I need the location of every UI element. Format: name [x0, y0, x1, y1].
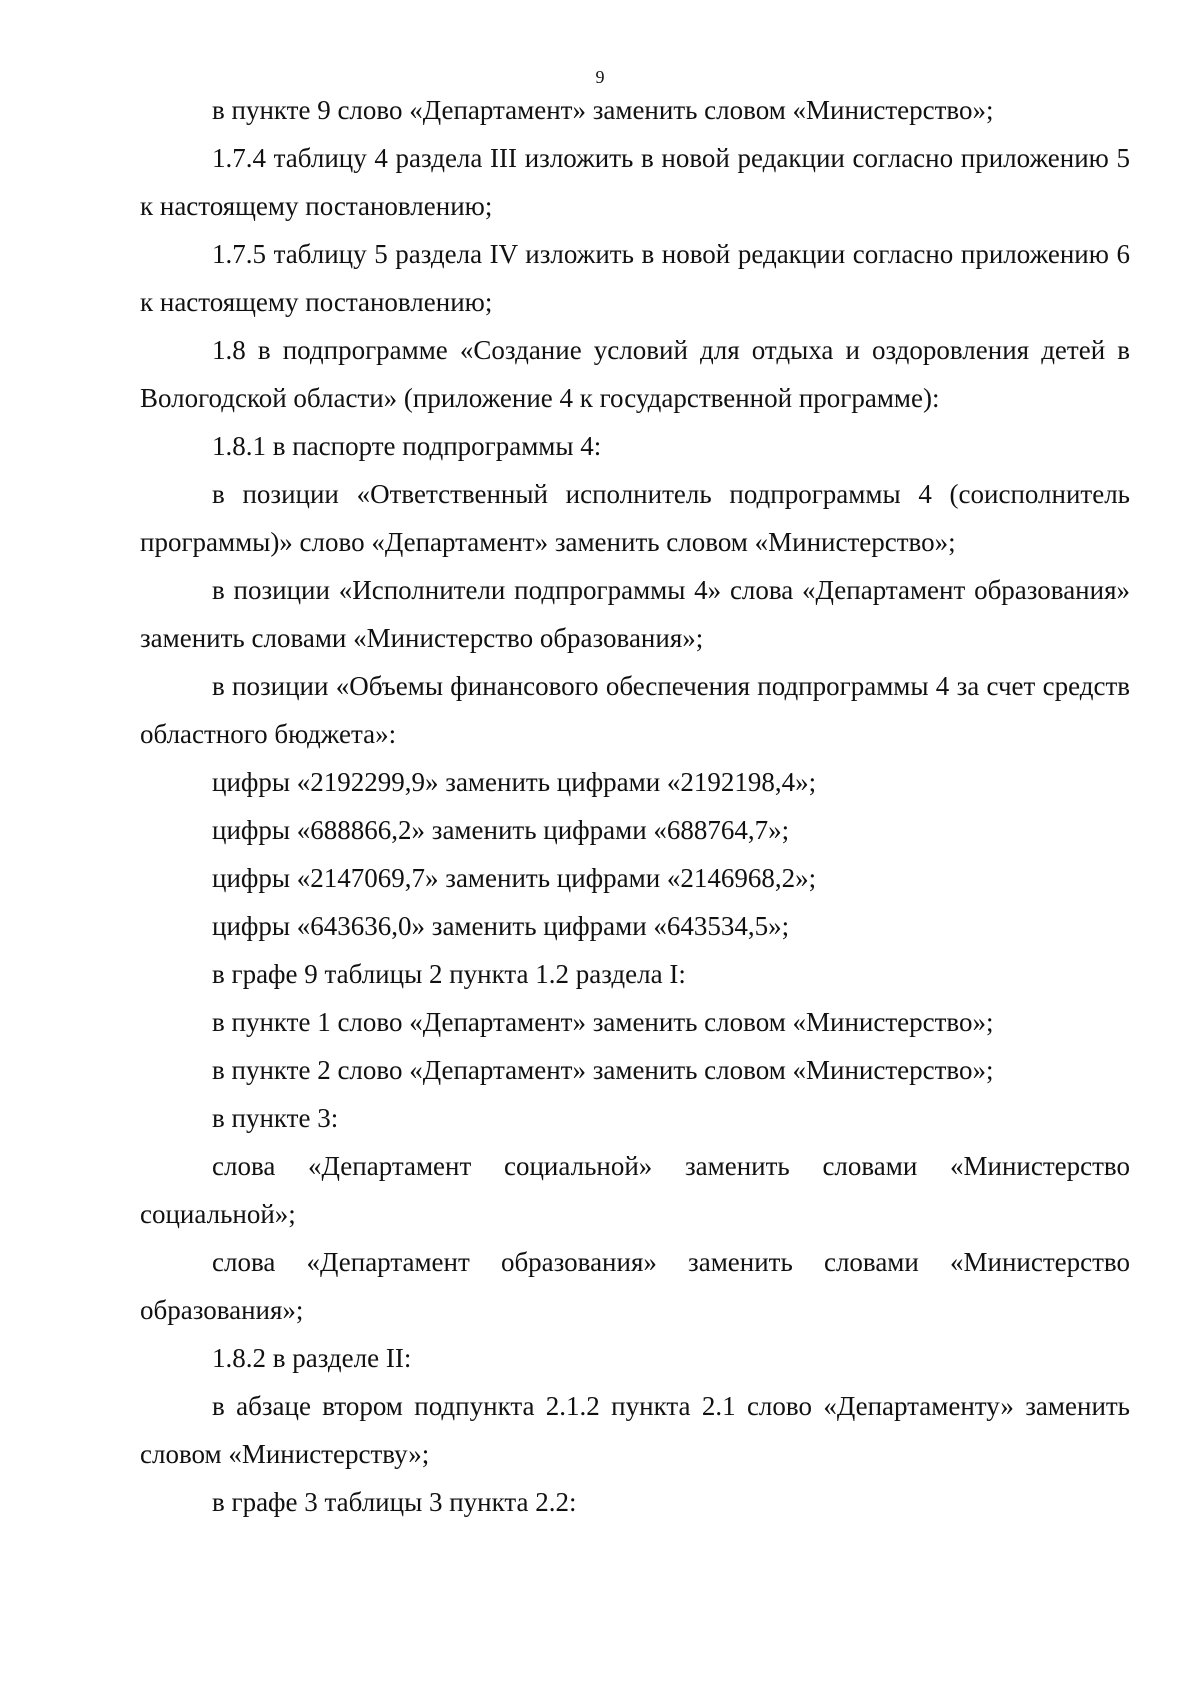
paragraph: в пункте 9 слово «Департамент» заменить словом «Министерство»; [212, 95, 994, 125]
paragraph: в графе 3 таблицы 3 пункта 2.2: [212, 1487, 577, 1517]
paragraph: 1.8 в подпрограмме «Создание условий для отдыха и оздоровления детей в Вологодской области» (приложение 4 к государственной программе): [140, 335, 1130, 413]
paragraph: в позиции «Ответственный исполнитель подпрограммы 4 (соисполнитель программы)» слово «Департамент» заменить словом «Министерство»; [140, 479, 1130, 557]
paragraph: 1.7.4 таблицу 4 раздела III изложить в новой редакции согласно приложению 5 к настоящему постановлению; [140, 143, 1130, 221]
paragraph: цифры «2147069,7» заменить цифрами «2146968,2»; [212, 863, 817, 893]
paragraph: в пункте 2 слово «Департамент» заменить словом «Министерство»; [212, 1055, 994, 1085]
paragraph: слова «Департамент социальной» заменить словами «Министерство социальной»; [140, 1151, 1130, 1229]
paragraph: в графе 9 таблицы 2 пункта 1.2 раздела I: [212, 959, 686, 989]
paragraph: цифры «2192299,9» заменить цифрами «2192198,4»; [212, 767, 817, 797]
paragraph: в абзаце втором подпункта 2.1.2 пункта 2.1 слово «Департаменту» заменить словом «Министерству»; [140, 1391, 1130, 1469]
paragraph: в пункте 1 слово «Департамент» заменить словом «Министерство»; [212, 1007, 994, 1037]
paragraph: 1.8.1 в паспорте подпрограммы 4: [212, 431, 602, 461]
paragraph: слова «Департамент образования» заменить словами «Министерство образования»; [140, 1247, 1130, 1325]
page-number: 9 [595, 67, 605, 87]
paragraph: цифры «643636,0» заменить цифрами «643534,5»; [212, 911, 790, 941]
paragraph: 1.7.5 таблицу 5 раздела IV изложить в новой редакции согласно приложению 6 к настоящему постановлению; [140, 239, 1130, 317]
paragraph: в позиции «Объемы финансового обеспечения подпрограммы 4 за счет средств областного бюджета»: [140, 671, 1130, 749]
paragraph: 1.8.2 в разделе II: [212, 1343, 412, 1373]
paragraph: в пункте 3: [212, 1103, 339, 1133]
document-body [140, 86, 1130, 1526]
paragraph: цифры «688866,2» заменить цифрами «688764,7»; [212, 815, 790, 845]
paragraph: в позиции «Исполнители подпрограммы 4» слова «Департамент образования» заменить словами «Министерство образования»; [140, 575, 1130, 653]
